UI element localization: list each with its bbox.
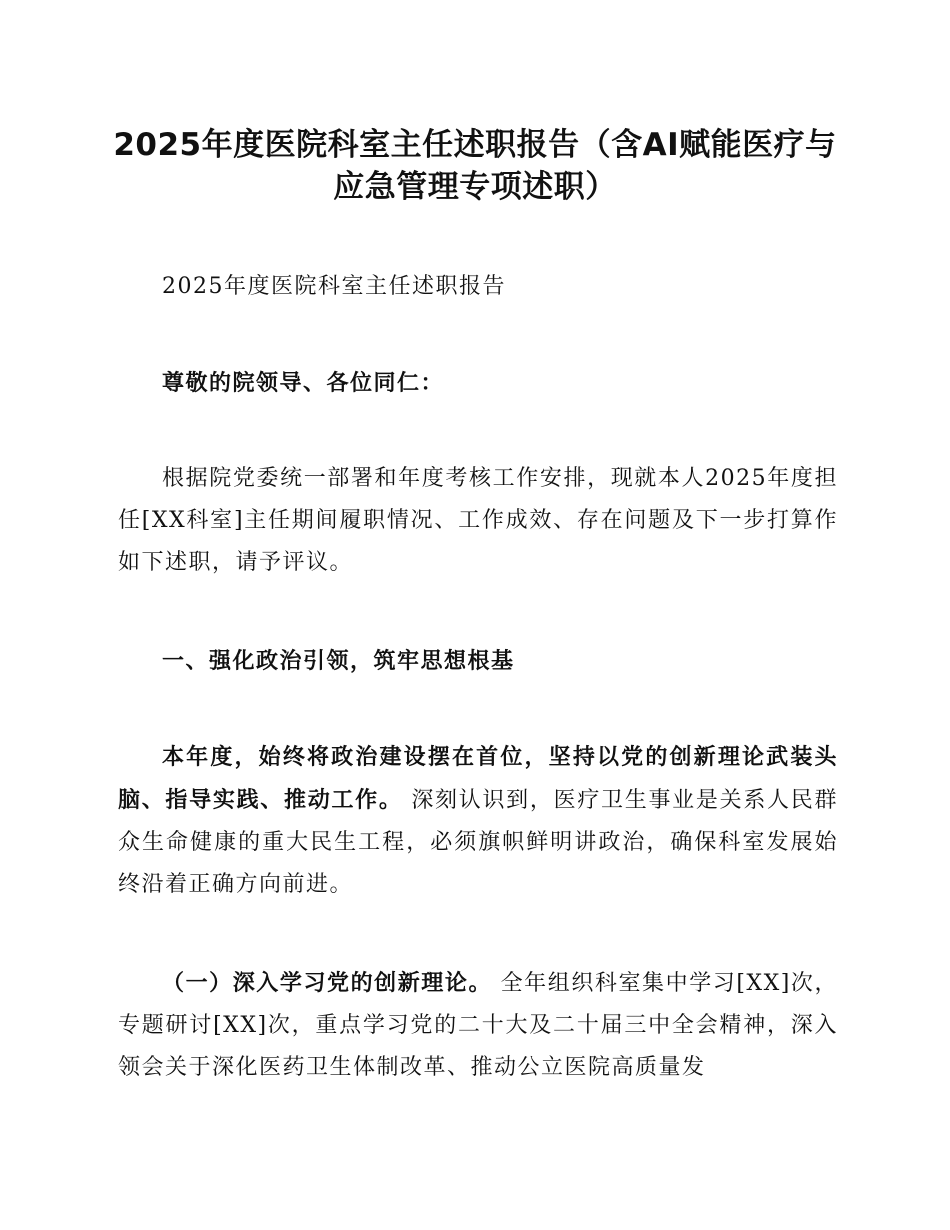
section-1-lead: 本年度，始终将政治建设摆在首位，坚持以党的创新理论武装头脑、指导实践、推动工作。 xyxy=(118,744,838,813)
document-title: 2025年度医院科室主任述职报告（含AI赋能医疗与应急管理专项述职） xyxy=(113,127,837,205)
salutation: 尊敬的院领导、各位同仁： xyxy=(162,370,445,396)
item-1-paragraph xyxy=(118,962,838,1089)
intro-paragraph: 根据院党委统一部署和年度考核工作安排，现就本人2025年度担任[XX科室]主任期间履职情况、工作成效、存在问题及下一步打算作如下述职，请予评议。 xyxy=(118,466,838,575)
item-1-body: 全年组织科室集中学习[XX]次，专题研讨[XX]次，重点学习党的二十大及二十届三中全会精神，深入领会关于深化医药卫生体制改革、推动公立医院高质量发 xyxy=(118,971,838,1080)
report-subtitle: 2025年度医院科室主任述职报告 xyxy=(162,274,506,299)
item-1-lead: （一）深入学习党的创新理论。 xyxy=(162,970,493,996)
section-1-body: 深刻认识到，医疗卫生事业是关系人民群众生命健康的重大民生工程，必须旗帜鲜明讲政治，确保科室发展始终沿着正确方向前进。 xyxy=(118,788,838,897)
section-1-heading: 一、强化政治引领，筑牢思想根基 xyxy=(162,648,515,674)
section-1-paragraph xyxy=(118,736,838,906)
